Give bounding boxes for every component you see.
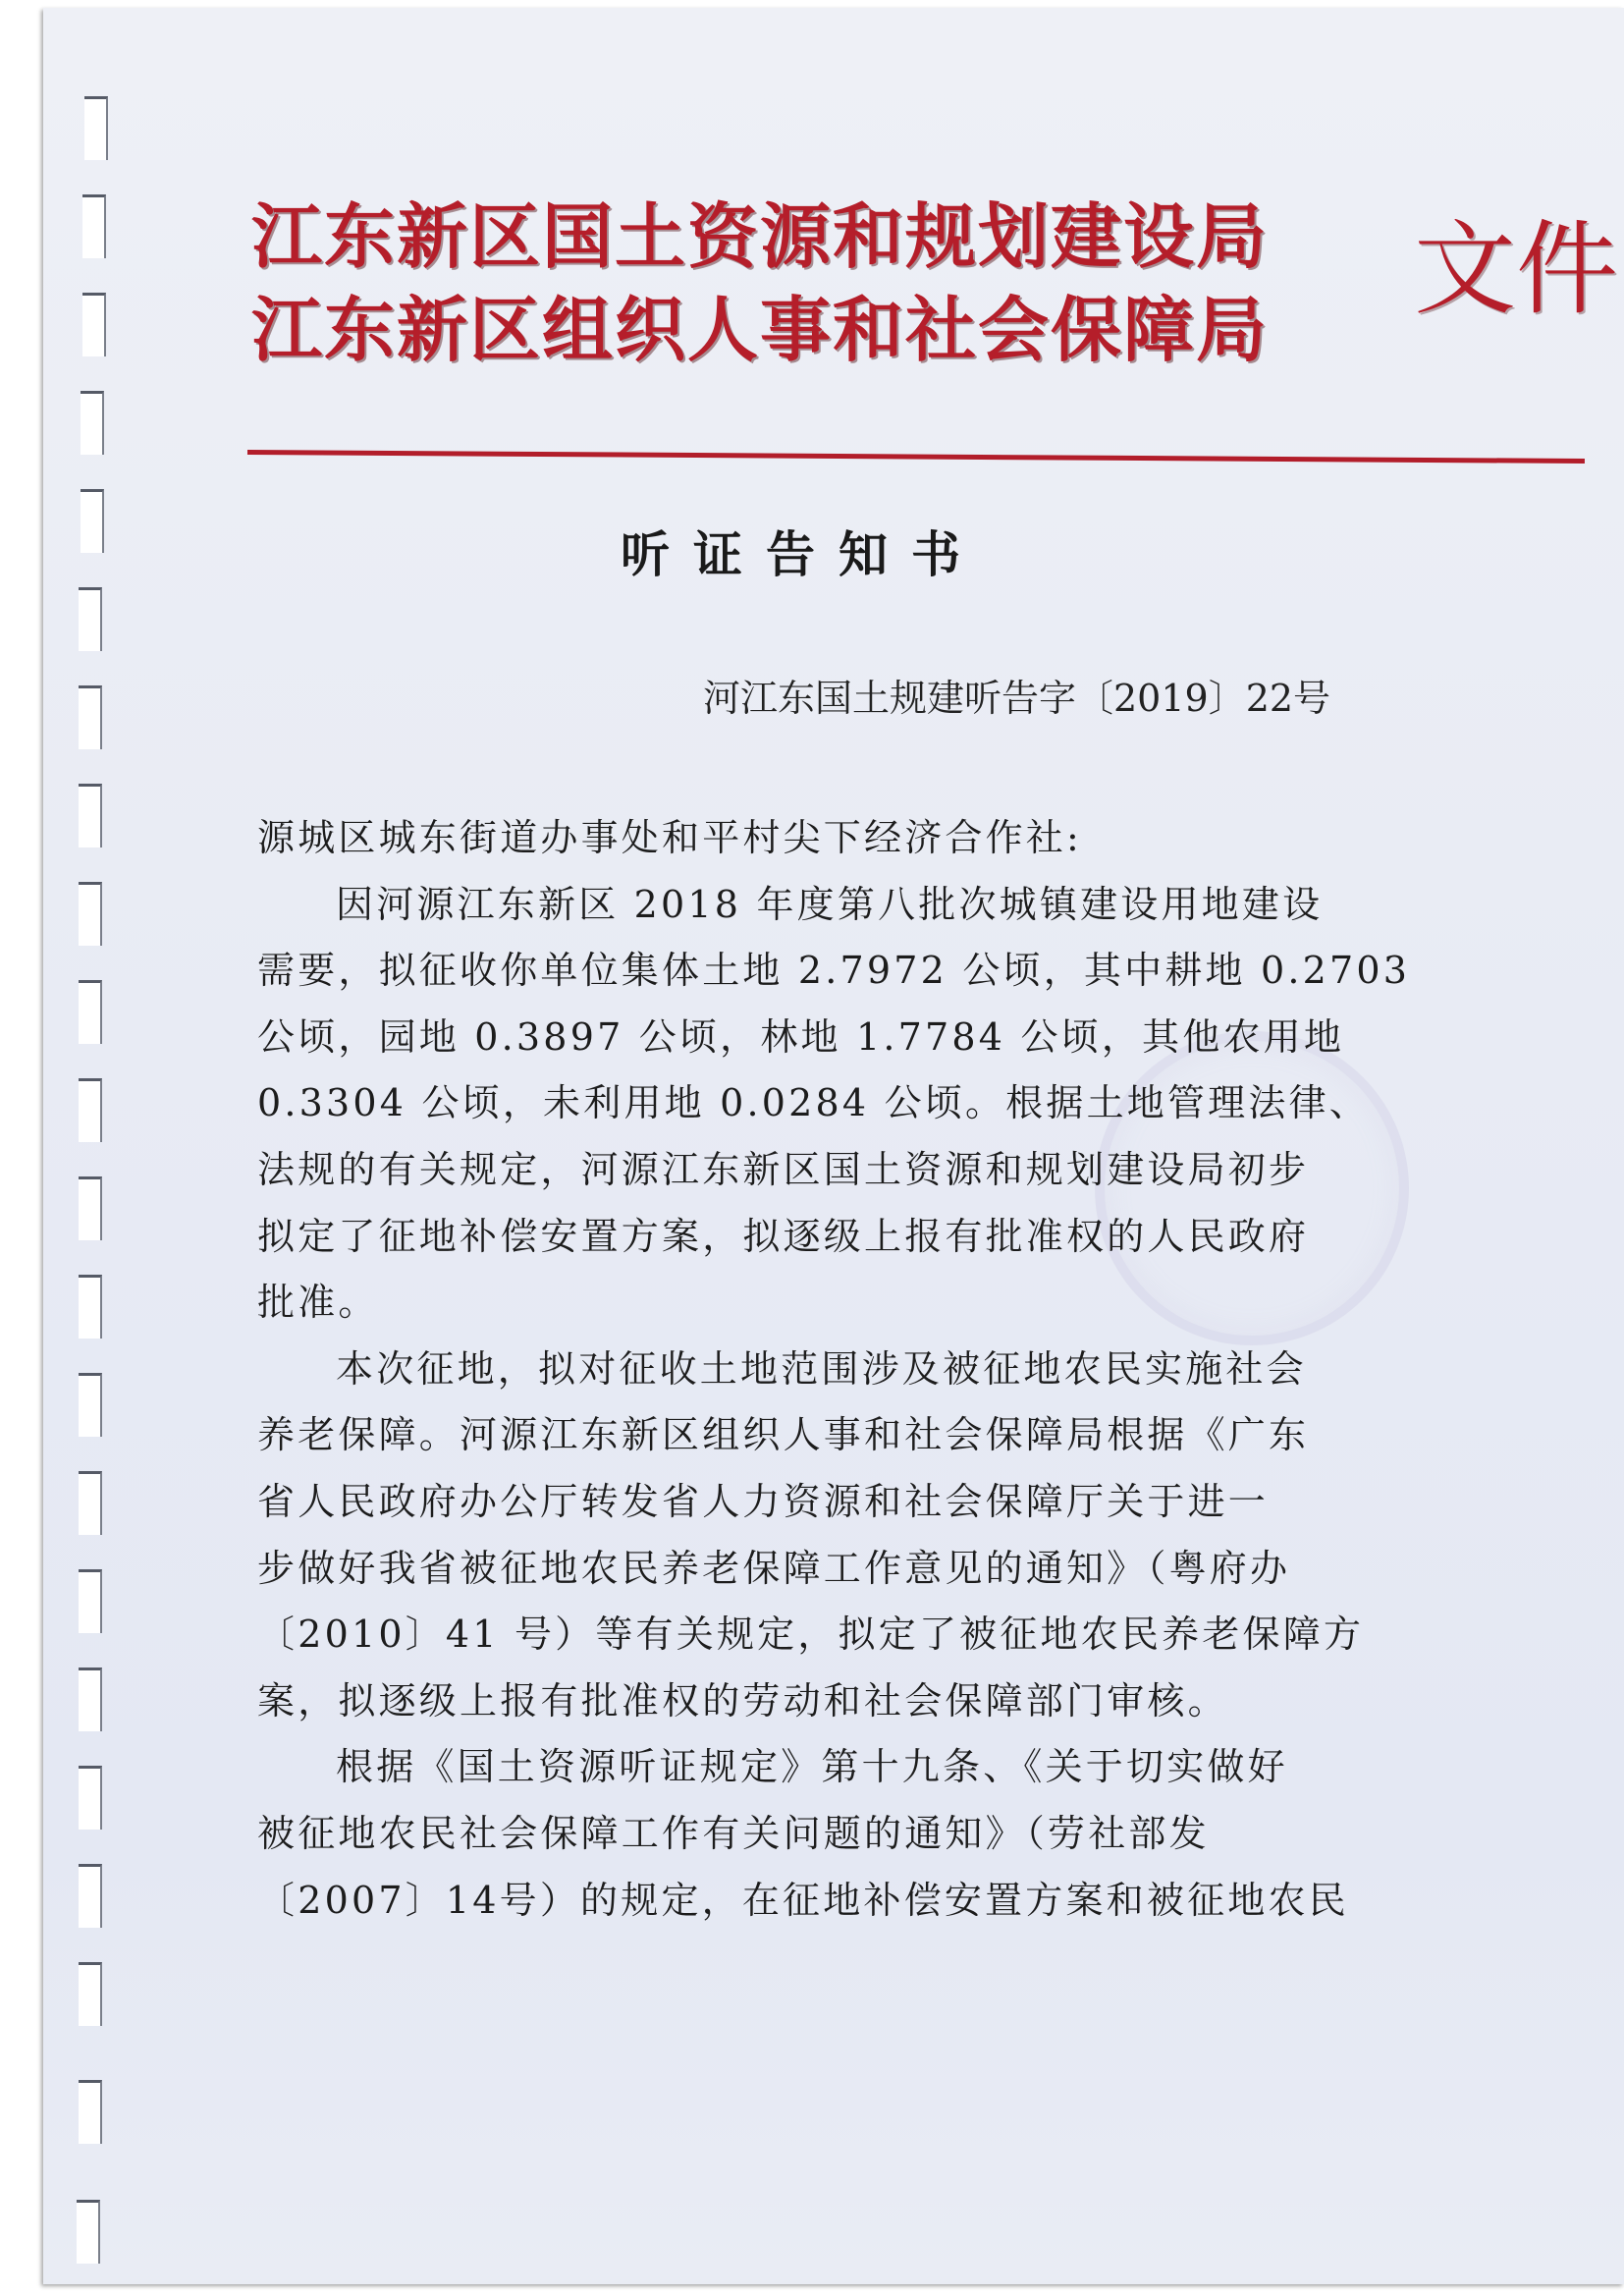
page-title: 听证告知书 [621,526,984,583]
binding-slot [79,1667,102,1731]
binding-slot [79,587,102,651]
body-text-line: 养老保障。河源江东新区组织人事和社会保障局根据《广东 [257,1413,1310,1457]
body-text-line: 〔2010〕41 号）等有关规定，拟定了被征地农民养老保障方 [257,1613,1365,1657]
binding-slot [79,1275,102,1339]
addressee: 源城区城东街道办事处和平村尖下经济合作社: [257,816,1083,859]
binding-slot [79,685,102,749]
binding-slot [79,1078,102,1142]
binding-slot [79,882,102,946]
binding-slot [79,2080,102,2144]
binding-slot [79,1373,102,1437]
binding-slot [81,489,104,553]
body-text-line: 批准。 [257,1281,379,1325]
body-text-line: 本次征地，拟对征收土地范围涉及被征地农民实施社会 [336,1346,1307,1391]
body-text-line: 0.3304 公顷，未利用地 0.0284 公顷。根据土地管理法律、 [257,1081,1370,1125]
document-number: 河江东国土规建听告字〔2019〕22号 [703,677,1331,720]
body-text-line: 案，拟逐级上报有批准权的劳动和社会保障部门审核。 [257,1678,1228,1722]
body-text-line: 拟定了征地补偿安置方案，拟逐级上报有批准权的人民政府 [257,1214,1310,1258]
body-text-line: 法规的有关规定，河源江东新区国土资源和规划建设局初步 [257,1147,1310,1191]
binding-slot [79,1962,102,2026]
binding-slot [81,391,104,455]
body-text-line: 需要，拟征收你单位集体土地 2.7972 公顷，其中耕地 0.2703 [257,949,1411,993]
binding-slot [79,784,102,847]
binding-slot [79,1176,102,1240]
binding-slot [79,1864,102,1928]
binding-slot [84,96,108,160]
body-text-line: 被征地农民社会保障工作有关问题的通知》（劳社部发 [257,1811,1210,1855]
body-text-line: 〔2007〕14号）的规定，在征地补偿安置方案和被征地农民 [257,1878,1349,1922]
binding-slot [82,194,106,258]
document-body [257,805,1411,1934]
body-text-line: 因河源江东新区 2018 年度第八批次城镇建设用地建设 [336,882,1324,926]
body-text-line: 步做好我省被征地农民养老保障工作意见的通知》（粤府办 [257,1546,1291,1590]
doc-type-label: 文件 [1414,209,1619,329]
body-text-line: 公顷，园地 0.3897 公顷，林地 1.7784 公顷，其他农用地 [257,1014,1345,1059]
binding-slot [79,1766,102,1830]
body-text-line: 省人民政府办公厅转发省人力资源和社会保障厅关于进一 [257,1479,1270,1523]
issuer-line-1: 江东新区国土资源和规划建设局 [251,195,1270,278]
binding-slot [77,2200,100,2264]
binding-slot [79,1471,102,1535]
body-text-line: 根据《国土资源听证规定》第十九条、《关于切实做好 [336,1745,1288,1789]
binding-slot [79,980,102,1044]
binding-slot [79,1569,102,1633]
issuer-line-2: 江东新区组织人事和社会保障局 [251,289,1270,371]
binding-slot [82,293,106,356]
